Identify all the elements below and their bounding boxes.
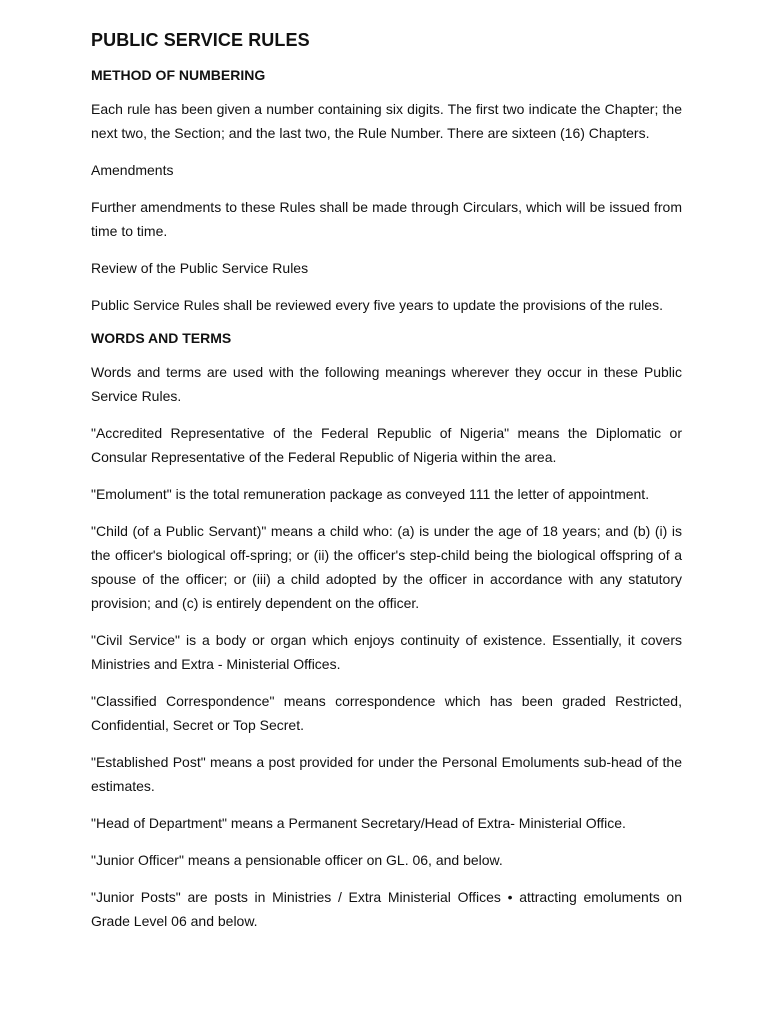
definition-paragraph: "Junior Officer" means a pensionable officer on GL. 06, and below. — [91, 852, 503, 868]
definition-paragraph: "Accredited Representative of the Federal Republic of Nigeria" means the Diplomatic or Consular Representative of the Federal Republic of Nigeria within the area. — [91, 425, 682, 465]
review-heading: Review of the Public Service Rules — [91, 260, 309, 276]
definition-paragraph: "Established Post" means a post provided for under the Personal Emoluments sub-head of the estimates. — [91, 754, 682, 794]
amendments-paragraph: Further amendments to these Rules shall be made through Circulars, which will be issued from time to time. — [91, 199, 682, 239]
section-heading-numbering: METHOD OF NUMBERING — [91, 67, 266, 83]
review-paragraph: Public Service Rules shall be reviewed every five years to update the provisions of the rules. — [91, 297, 663, 313]
definition-paragraph: "Emolument" is the total remuneration package as conveyed 111 the letter of appointment. — [91, 486, 650, 502]
words-terms-intro: Words and terms are used with the following meanings wherever they occur in these Public Service Rules. — [91, 364, 682, 404]
document-title: PUBLIC SERVICE RULES — [91, 30, 310, 50]
definition-paragraph: "Head of Department" means a Permanent Secretary/Head of Extra- Ministerial Office. — [91, 815, 626, 831]
definition-paragraph: "Child (of a Public Servant)" means a child who: (a) is under the age of 18 years; and (b) (i) is the officer's biological off-spring; or (ii) the officer's step-child being the biological offspring of a spouse of the officer; or (iii) a child adopted by the officer in accordance with any statutory provision; and (c) is entirely dependent on the officer. — [91, 523, 682, 611]
definition-paragraph: "Civil Service" is a body or organ which enjoys continuity of existence. Essentially, it covers Ministries and Extra - Ministerial Offices. — [91, 632, 682, 672]
definition-paragraph: "Junior Posts" are posts in Ministries / Extra Ministerial Offices • attracting emoluments on Grade Level 06 and below. — [91, 889, 682, 929]
definition-paragraph: "Classified Correspondence" means correspondence which has been graded Restricted, Confidential, Secret or Top Secret. — [91, 693, 682, 733]
numbering-paragraph: Each rule has been given a number containing six digits. The first two indicate the Chapter; the next two, the Section; and the last two, the Rule Number. There are sixteen (16) Chapters. — [91, 101, 682, 141]
section-heading-words-terms: WORDS AND TERMS — [91, 330, 232, 346]
amendments-heading: Amendments — [91, 162, 174, 178]
